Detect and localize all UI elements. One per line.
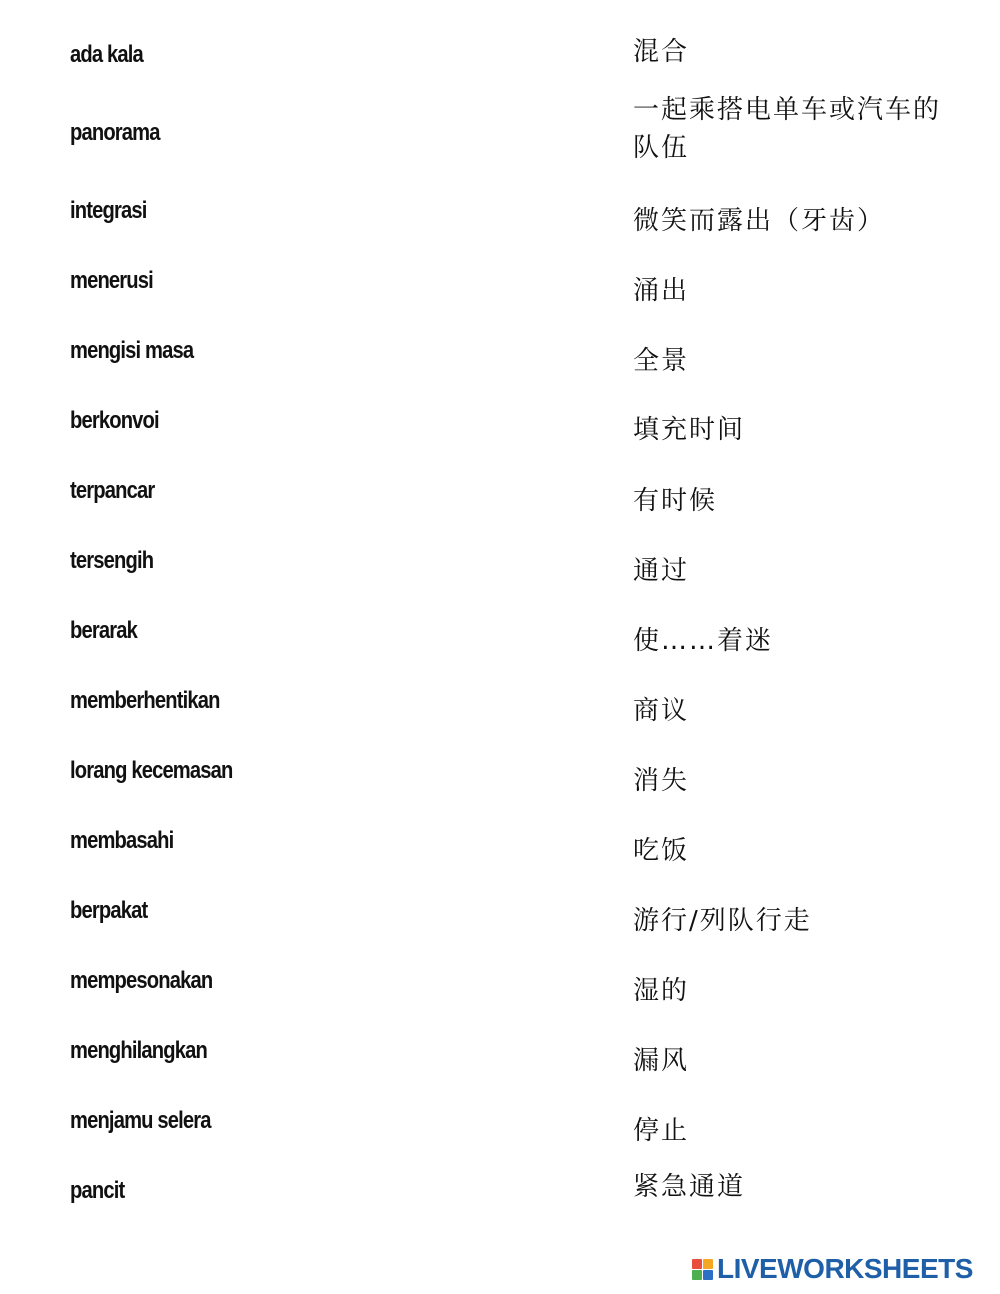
chinese-meaning: 湿的 bbox=[633, 976, 690, 1006]
chinese-meaning: 漏风 bbox=[633, 1046, 690, 1076]
malay-term: ada kala bbox=[70, 41, 143, 68]
chinese-meaning: 消失 bbox=[633, 766, 690, 796]
malay-term: membasahi bbox=[70, 827, 174, 854]
malay-term: pancit bbox=[70, 1177, 125, 1204]
liveworksheets-logo bbox=[692, 1254, 973, 1284]
logo-text: LIVEWORKSHEETS bbox=[717, 1253, 973, 1284]
malay-term: terpancar bbox=[70, 477, 155, 504]
malay-term: berpakat bbox=[70, 897, 148, 924]
chinese-meaning: 游行/列队行走 bbox=[633, 906, 812, 936]
logo-mark-tile bbox=[692, 1270, 702, 1280]
malay-term: memberhentikan bbox=[70, 687, 220, 714]
malay-term: berarak bbox=[70, 617, 137, 644]
chinese-meaning: 紧急通道 bbox=[633, 1172, 746, 1202]
logo-mark-tile bbox=[703, 1270, 713, 1280]
chinese-meaning: 使……着迷 bbox=[633, 626, 774, 656]
liveworksheets-logo-mark-icon bbox=[692, 1259, 713, 1280]
malay-term: mengisi masa bbox=[70, 337, 194, 364]
chinese-meaning: 商议 bbox=[633, 696, 690, 726]
malay-term: integrasi bbox=[70, 197, 147, 224]
malay-term: panorama bbox=[70, 119, 160, 146]
chinese-meaning: 停止 bbox=[633, 1116, 690, 1146]
chinese-meaning: 吃饭 bbox=[633, 836, 690, 866]
chinese-meaning: 有时候 bbox=[633, 486, 718, 516]
chinese-meaning: 一起乘搭电单车或汽车的队伍 bbox=[633, 95, 942, 163]
malay-term: lorang kecemasan bbox=[70, 757, 233, 784]
chinese-meaning: 涌出 bbox=[633, 276, 690, 306]
malay-term: menjamu selera bbox=[70, 1107, 211, 1134]
malay-term: menerusi bbox=[70, 267, 153, 294]
malay-term: tersengih bbox=[70, 547, 154, 574]
chinese-meaning: 混合 bbox=[633, 37, 690, 67]
malay-term: mempesonakan bbox=[70, 967, 213, 994]
chinese-meaning: 全景 bbox=[633, 346, 690, 376]
chinese-meaning: 微笑而露出（牙齿） bbox=[633, 206, 886, 236]
malay-term: menghilangkan bbox=[70, 1037, 207, 1064]
chinese-meaning: 填充时间 bbox=[633, 415, 746, 445]
chinese-meaning: 通过 bbox=[633, 556, 690, 586]
logo-mark-tile bbox=[692, 1259, 702, 1269]
logo-mark-tile bbox=[703, 1259, 713, 1269]
malay-term: berkonvoi bbox=[70, 407, 159, 434]
